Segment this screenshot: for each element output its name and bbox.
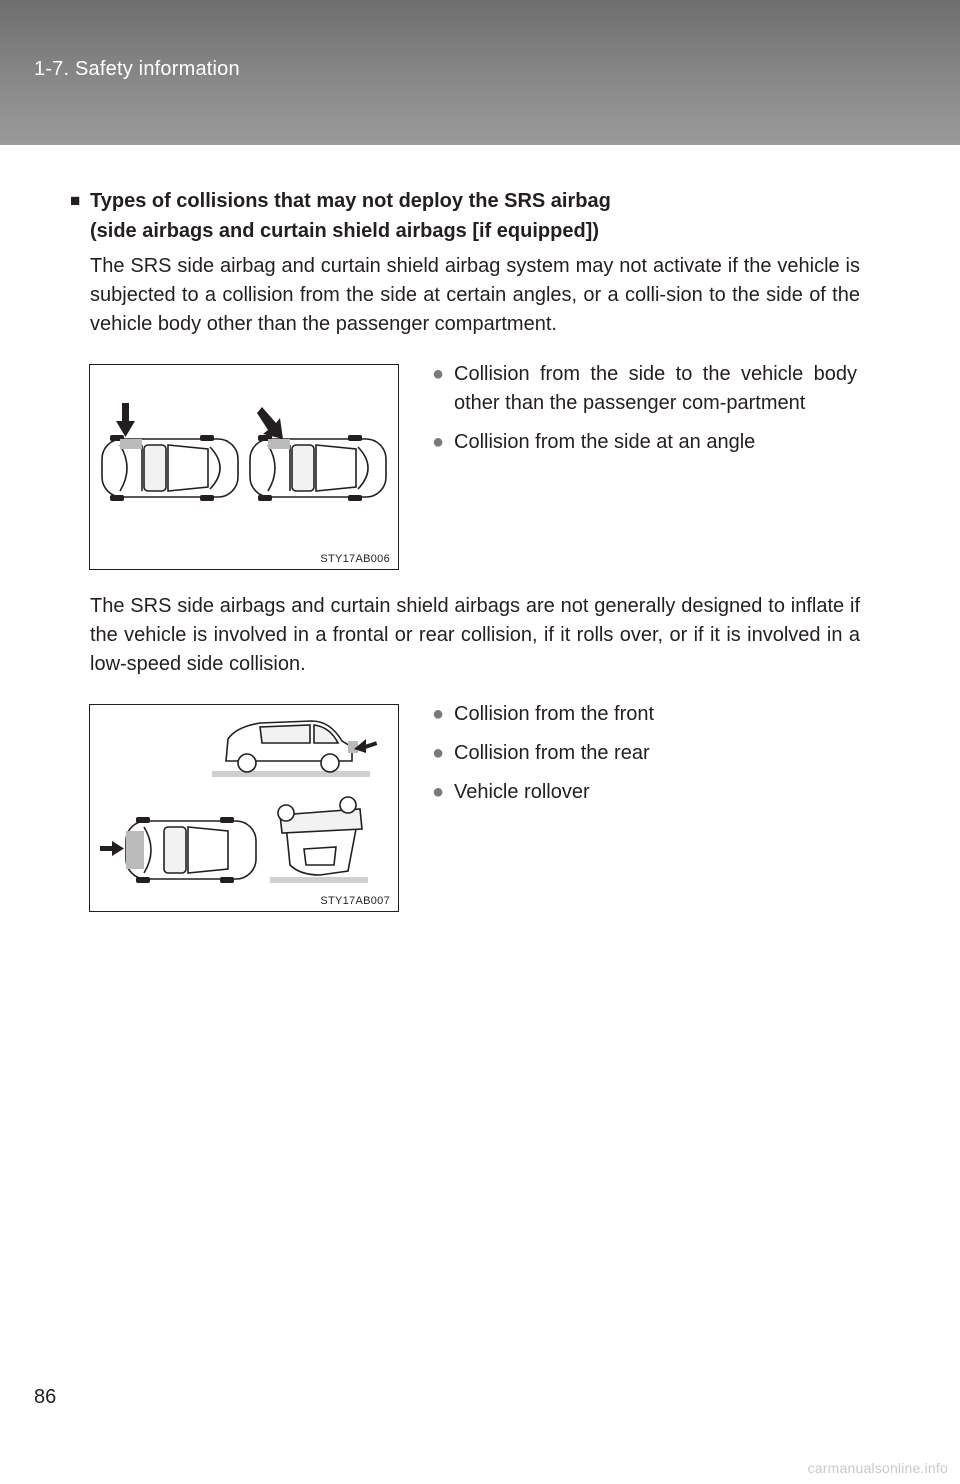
list-item-text: Collision from the side to the vehicle body other than the passenger com-partment: [454, 363, 857, 414]
paragraph-side-airbag-conditions: The SRS side airbag and curtain shield airbag system may not activate if the vehicle is subjected to a collision from the side at certain angles, or a colli-sion to the side of the vehicle body other than the passenger compartment.: [90, 255, 860, 335]
bullet-dot-icon: ●: [432, 781, 445, 803]
bullet-dot-icon: ●: [432, 363, 445, 385]
car-top-view-left: [102, 435, 238, 501]
footer-watermark[interactable]: carmanualsonline.info: [807, 1460, 948, 1476]
list-item: [432, 360, 857, 418]
bullet-dot-icon: ●: [432, 742, 445, 764]
car-top-view-right: [250, 435, 386, 501]
list-item-text: Collision from the rear: [454, 742, 650, 764]
list-item-text: Collision from the side at an angle: [454, 431, 756, 453]
section-breadcrumb: 1-7. Safety information: [34, 58, 240, 80]
front-arrow-icon: [100, 841, 124, 856]
list-item: [432, 739, 857, 768]
figure-code: STY17AB006: [320, 553, 390, 565]
side-collision-illustration: [90, 365, 398, 569]
section-heading: [70, 186, 870, 246]
heading-square-bullet: ■: [70, 191, 81, 210]
heading-line-2: (side airbags and curtain shield airbags [if equipped]): [90, 220, 599, 242]
list-item: [432, 700, 857, 729]
paragraph-not-designed-to-inflate: The SRS side airbags and curtain shield airbags are not generally designed to inflate if the vehicle is involved in a frontal or rear collision, if it rolls over, or if it is involved in a low-speed side collision.: [90, 595, 860, 675]
car-rollover: [270, 797, 368, 883]
list-item: [432, 428, 857, 457]
figure-code: STY17AB007: [320, 895, 390, 907]
list-item: [432, 778, 857, 807]
front-rear-rollover-illustration: [90, 705, 398, 911]
angled-arrow-icon: [257, 407, 283, 439]
page-number: 86: [34, 1386, 57, 1408]
car-top-view-front: [126, 817, 256, 883]
car-side-view: [212, 721, 370, 777]
heading-line-1: Types of collisions that may not deploy the SRS airbag: [90, 190, 611, 212]
bullet-list-side-exceptions: [432, 360, 857, 467]
list-item-text: Vehicle rollover: [454, 781, 590, 803]
bullet-dot-icon: ●: [432, 703, 445, 725]
list-item-text: Collision from the front: [454, 703, 655, 725]
page-header: [0, 0, 960, 145]
bullet-list-other-exceptions: [432, 700, 857, 817]
bullet-dot-icon: ●: [432, 431, 445, 453]
figure-front-rear-rollover: [89, 704, 399, 912]
figure-side-collision: [89, 364, 399, 570]
straight-down-arrow-icon: [116, 403, 135, 437]
